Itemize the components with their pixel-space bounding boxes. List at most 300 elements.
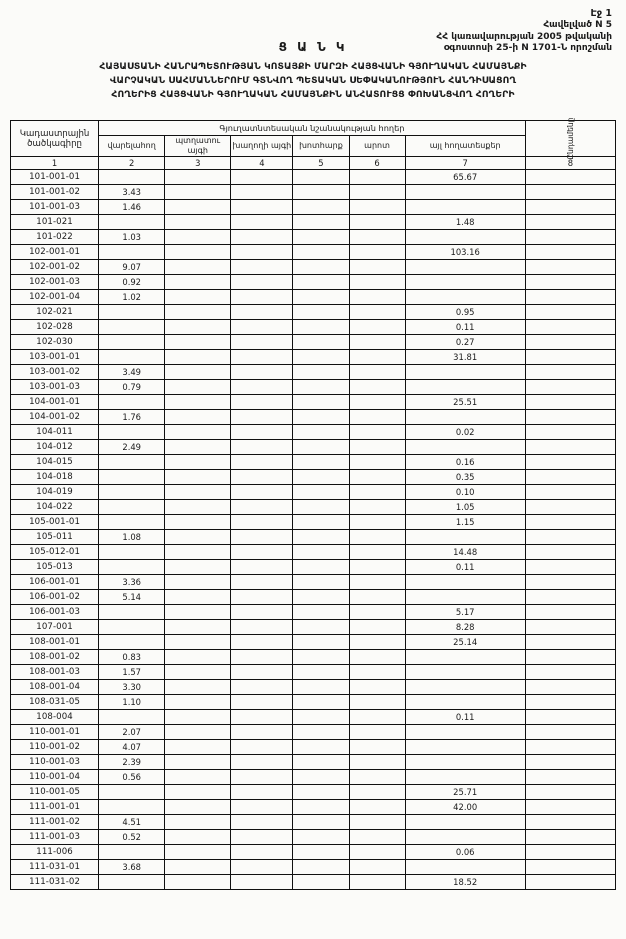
column-header-arable: վարելահող — [99, 136, 165, 157]
row-code: 101-001-03 — [11, 200, 99, 215]
table-row — [11, 200, 616, 215]
row-total — [525, 410, 615, 425]
row-orchard — [165, 590, 231, 605]
row-total — [525, 620, 615, 635]
row-code: 111-031-01 — [11, 860, 99, 875]
row-vineyard — [231, 785, 293, 800]
row-total — [525, 530, 615, 545]
row-hayfield — [293, 290, 349, 305]
row-hayfield — [293, 605, 349, 620]
row-other — [405, 200, 525, 215]
row-other: 0.11 — [405, 320, 525, 335]
row-orchard — [165, 845, 231, 860]
row-vineyard — [231, 260, 293, 275]
row-pasture — [349, 530, 405, 545]
row-pasture — [349, 680, 405, 695]
row-pasture — [349, 515, 405, 530]
row-total — [525, 860, 615, 875]
row-hayfield — [293, 680, 349, 695]
row-total — [525, 845, 615, 860]
column-header-vineyard: խաղողի այգի — [231, 136, 293, 157]
table-row — [11, 185, 616, 200]
table-row — [11, 875, 616, 890]
row-orchard — [165, 170, 231, 185]
row-vineyard — [231, 365, 293, 380]
row-code: 104-022 — [11, 500, 99, 515]
row-code: 111-001-02 — [11, 815, 99, 830]
row-hayfield — [293, 590, 349, 605]
row-hayfield — [293, 305, 349, 320]
row-vineyard — [231, 455, 293, 470]
row-orchard — [165, 350, 231, 365]
row-vineyard — [231, 800, 293, 815]
row-pasture — [349, 500, 405, 515]
row-other — [405, 440, 525, 455]
row-total — [525, 335, 615, 350]
row-code: 108-001-02 — [11, 650, 99, 665]
row-orchard — [165, 320, 231, 335]
row-code: 102-001-02 — [11, 260, 99, 275]
row-orchard — [165, 470, 231, 485]
approval-line-2: ՀՀ կառավարության 2005 թվականի — [436, 31, 612, 42]
row-code: 104-001-01 — [11, 395, 99, 410]
row-arable: 1.46 — [99, 200, 165, 215]
row-other — [405, 590, 525, 605]
table-row — [11, 335, 616, 350]
row-code: 104-011 — [11, 425, 99, 440]
table-row — [11, 530, 616, 545]
table-head — [11, 117, 616, 170]
row-pasture — [349, 350, 405, 365]
row-arable: 1.57 — [99, 665, 165, 680]
row-vineyard — [231, 245, 293, 260]
table-row — [11, 425, 616, 440]
row-orchard — [165, 605, 231, 620]
row-total — [525, 680, 615, 695]
row-vineyard — [231, 215, 293, 230]
row-total — [525, 725, 615, 740]
row-arable — [99, 605, 165, 620]
row-orchard — [165, 410, 231, 425]
table-row — [11, 770, 616, 785]
row-arable: 0.52 — [99, 830, 165, 845]
table-row — [11, 665, 616, 680]
row-code: 104-019 — [11, 485, 99, 500]
row-other — [405, 185, 525, 200]
row-vineyard — [231, 830, 293, 845]
row-code: 108-001-03 — [11, 665, 99, 680]
row-other — [405, 665, 525, 680]
column-group-agricultural: Գյուղատնտեսական նշանակության հողեր — [99, 121, 526, 136]
row-code: 101-021 — [11, 215, 99, 230]
row-hayfield — [293, 710, 349, 725]
table-row — [11, 290, 616, 305]
row-other — [405, 530, 525, 545]
row-vineyard — [231, 530, 293, 545]
row-pasture — [349, 665, 405, 680]
row-orchard — [165, 560, 231, 575]
row-arable: 2.07 — [99, 725, 165, 740]
row-arable: 1.76 — [99, 410, 165, 425]
row-pasture — [349, 785, 405, 800]
approval-line-1: Հավելված N 5 — [543, 20, 612, 30]
row-total — [525, 470, 615, 485]
row-orchard — [165, 770, 231, 785]
page-title: Ց Ա Ն Կ — [278, 40, 348, 54]
column-header-orchard: պտղատու այգի — [165, 136, 231, 157]
row-arable — [99, 335, 165, 350]
row-orchard — [165, 740, 231, 755]
row-hayfield — [293, 335, 349, 350]
table-body — [11, 170, 616, 890]
row-code: 108-001-01 — [11, 635, 99, 650]
row-arable — [99, 350, 165, 365]
row-total — [525, 260, 615, 275]
row-other — [405, 815, 525, 830]
row-code: 102-028 — [11, 320, 99, 335]
row-hayfield — [293, 620, 349, 635]
row-vineyard — [231, 635, 293, 650]
row-vineyard — [231, 305, 293, 320]
document-subtitle — [10, 60, 616, 102]
row-arable: 5.14 — [99, 590, 165, 605]
row-vineyard — [231, 350, 293, 365]
row-vineyard — [231, 230, 293, 245]
row-orchard — [165, 260, 231, 275]
row-code: 101-001-01 — [11, 170, 99, 185]
table-row — [11, 815, 616, 830]
row-code: 110-001-05 — [11, 785, 99, 800]
column-header-pasture: արոտ — [349, 136, 405, 157]
row-other: 8.28 — [405, 620, 525, 635]
row-arable: 3.43 — [99, 185, 165, 200]
row-vineyard — [231, 650, 293, 665]
row-hayfield — [293, 575, 349, 590]
row-orchard — [165, 380, 231, 395]
row-other — [405, 755, 525, 770]
row-pasture — [349, 575, 405, 590]
row-orchard — [165, 215, 231, 230]
row-other — [405, 740, 525, 755]
row-total — [525, 515, 615, 530]
row-vineyard — [231, 560, 293, 575]
row-total — [525, 485, 615, 500]
row-other — [405, 290, 525, 305]
row-arable: 1.08 — [99, 530, 165, 545]
row-hayfield — [293, 755, 349, 770]
row-code: 107-001 — [11, 620, 99, 635]
row-vineyard — [231, 380, 293, 395]
row-code: 104-001-02 — [11, 410, 99, 425]
row-total — [525, 740, 615, 755]
row-vineyard — [231, 725, 293, 740]
row-vineyard — [231, 485, 293, 500]
row-code: 102-001-03 — [11, 275, 99, 290]
row-other: 1.15 — [405, 515, 525, 530]
row-orchard — [165, 440, 231, 455]
column-number-2: 2 — [99, 157, 165, 170]
row-pasture — [349, 290, 405, 305]
table-row — [11, 500, 616, 515]
row-pasture — [349, 725, 405, 740]
row-vineyard — [231, 680, 293, 695]
row-arable: 0.83 — [99, 650, 165, 665]
table-row — [11, 800, 616, 815]
row-pasture — [349, 860, 405, 875]
row-total — [525, 635, 615, 650]
row-other: 0.11 — [405, 710, 525, 725]
row-other — [405, 260, 525, 275]
row-hayfield — [293, 560, 349, 575]
table-row — [11, 395, 616, 410]
row-orchard — [165, 395, 231, 410]
row-code: 102-030 — [11, 335, 99, 350]
row-other — [405, 230, 525, 245]
row-code: 106-001-01 — [11, 575, 99, 590]
row-vineyard — [231, 740, 293, 755]
row-total — [525, 230, 615, 245]
row-pasture — [349, 335, 405, 350]
row-arable — [99, 560, 165, 575]
row-code: 102-001-04 — [11, 290, 99, 305]
row-arable — [99, 215, 165, 230]
row-hayfield — [293, 350, 349, 365]
row-other — [405, 410, 525, 425]
row-hayfield — [293, 770, 349, 785]
row-orchard — [165, 650, 231, 665]
row-other: 14.48 — [405, 545, 525, 560]
row-arable: 1.02 — [99, 290, 165, 305]
row-total — [525, 815, 615, 830]
row-vineyard — [231, 170, 293, 185]
row-code: 105-013 — [11, 560, 99, 575]
table-row — [11, 275, 616, 290]
row-pasture — [349, 215, 405, 230]
row-pasture — [349, 440, 405, 455]
subtitle-line-3: ՀՈՂԵՐԻՑ ՀԱՅՑՎԱՆԻ ԳՅՈՒՂԱԿԱՆ ՀԱՄԱՅՆՔԻՆ ԱՆՀԱՏՈՒՑՑ ՓՈԽԱՆՑՎՈՂ ՀՈՂԵՐԻ — [111, 89, 515, 100]
row-orchard — [165, 545, 231, 560]
row-orchard — [165, 290, 231, 305]
row-code: 108-004 — [11, 710, 99, 725]
row-hayfield — [293, 170, 349, 185]
row-vineyard — [231, 710, 293, 725]
column-header-total: Ընդամենը — [525, 121, 615, 157]
column-header-hayfield: խոտհարք — [293, 136, 349, 157]
row-hayfield — [293, 845, 349, 860]
row-arable: 1.10 — [99, 695, 165, 710]
row-vineyard — [231, 695, 293, 710]
row-code: 104-012 — [11, 440, 99, 455]
row-hayfield — [293, 425, 349, 440]
table-row — [11, 365, 616, 380]
row-other: 42.00 — [405, 800, 525, 815]
row-pasture — [349, 650, 405, 665]
row-pasture — [349, 830, 405, 845]
row-pasture — [349, 245, 405, 260]
table-row — [11, 245, 616, 260]
table-row — [11, 590, 616, 605]
row-total — [525, 350, 615, 365]
row-hayfield — [293, 455, 349, 470]
row-orchard — [165, 200, 231, 215]
row-orchard — [165, 620, 231, 635]
row-orchard — [165, 455, 231, 470]
row-hayfield — [293, 650, 349, 665]
table-row — [11, 845, 616, 860]
row-code: 106-001-03 — [11, 605, 99, 620]
row-code: 105-012-01 — [11, 545, 99, 560]
row-total — [525, 770, 615, 785]
row-total — [525, 560, 615, 575]
row-hayfield — [293, 200, 349, 215]
row-vineyard — [231, 500, 293, 515]
row-arable — [99, 845, 165, 860]
row-code: 105-001-01 — [11, 515, 99, 530]
row-hayfield — [293, 740, 349, 755]
table-row — [11, 725, 616, 740]
row-hayfield — [293, 485, 349, 500]
row-hayfield — [293, 695, 349, 710]
row-other: 0.27 — [405, 335, 525, 350]
row-total — [525, 425, 615, 440]
row-orchard — [165, 485, 231, 500]
table-row — [11, 575, 616, 590]
row-total — [525, 185, 615, 200]
row-arable — [99, 245, 165, 260]
row-hayfield — [293, 815, 349, 830]
row-total — [525, 440, 615, 455]
row-other — [405, 770, 525, 785]
page-number: Էջ 1 — [590, 8, 612, 19]
row-other: 0.06 — [405, 845, 525, 860]
table-row — [11, 830, 616, 845]
row-other: 0.02 — [405, 425, 525, 440]
row-hayfield — [293, 500, 349, 515]
row-total — [525, 650, 615, 665]
row-total — [525, 710, 615, 725]
table-row — [11, 380, 616, 395]
row-pasture — [349, 560, 405, 575]
row-total — [525, 830, 615, 845]
row-pasture — [349, 635, 405, 650]
row-pasture — [349, 770, 405, 785]
row-arable — [99, 170, 165, 185]
row-total — [525, 305, 615, 320]
row-orchard — [165, 860, 231, 875]
row-orchard — [165, 695, 231, 710]
row-total — [525, 695, 615, 710]
row-hayfield — [293, 830, 349, 845]
row-vineyard — [231, 620, 293, 635]
row-arable: 2.39 — [99, 755, 165, 770]
row-total — [525, 380, 615, 395]
row-pasture — [349, 425, 405, 440]
row-code: 103-001-02 — [11, 365, 99, 380]
table-row — [11, 620, 616, 635]
row-hayfield — [293, 245, 349, 260]
row-hayfield — [293, 875, 349, 890]
table-row — [11, 650, 616, 665]
row-pasture — [349, 710, 405, 725]
row-pasture — [349, 755, 405, 770]
row-code: 101-022 — [11, 230, 99, 245]
row-pasture — [349, 470, 405, 485]
row-other: 1.05 — [405, 500, 525, 515]
row-hayfield — [293, 665, 349, 680]
row-orchard — [165, 185, 231, 200]
row-vineyard — [231, 275, 293, 290]
row-pasture — [349, 845, 405, 860]
row-other: 5.17 — [405, 605, 525, 620]
table-row — [11, 860, 616, 875]
table-row — [11, 440, 616, 455]
row-arable: 1.03 — [99, 230, 165, 245]
row-vineyard — [231, 410, 293, 425]
row-hayfield — [293, 410, 349, 425]
row-total — [525, 605, 615, 620]
row-arable: 3.36 — [99, 575, 165, 590]
subtitle-line-1: ՀԱՅԱՍՏԱՆԻ ՀԱՆՐԱՊԵՏՈՒԹՅԱՆ ԿՈՏԱՅՔԻ ՄԱՐԶԻ ՀԱՅՑՎԱՆԻ ԳՅՈՒՂԱԿԱՆ ՀԱՄԱՅՆՔԻ — [99, 61, 527, 72]
row-code: 106-001-02 — [11, 590, 99, 605]
row-other: 25.51 — [405, 395, 525, 410]
row-orchard — [165, 680, 231, 695]
row-code: 110-001-01 — [11, 725, 99, 740]
table-row — [11, 755, 616, 770]
row-other: 31.81 — [405, 350, 525, 365]
row-orchard — [165, 815, 231, 830]
row-hayfield — [293, 800, 349, 815]
table-row — [11, 410, 616, 425]
row-other — [405, 860, 525, 875]
row-vineyard — [231, 665, 293, 680]
table-row — [11, 305, 616, 320]
row-vineyard — [231, 575, 293, 590]
row-arable: 2.49 — [99, 440, 165, 455]
row-arable — [99, 425, 165, 440]
row-hayfield — [293, 215, 349, 230]
table-row — [11, 455, 616, 470]
row-arable — [99, 455, 165, 470]
row-orchard — [165, 335, 231, 350]
row-code: 105-011 — [11, 530, 99, 545]
row-arable — [99, 800, 165, 815]
table-row — [11, 785, 616, 800]
row-arable — [99, 545, 165, 560]
row-vineyard — [231, 875, 293, 890]
table-row — [11, 740, 616, 755]
column-header-other: այլ հողատեսքեր — [405, 136, 525, 157]
table-row — [11, 545, 616, 560]
row-total — [525, 365, 615, 380]
row-vineyard — [231, 605, 293, 620]
row-total — [525, 215, 615, 230]
row-orchard — [165, 710, 231, 725]
row-orchard — [165, 425, 231, 440]
row-orchard — [165, 800, 231, 815]
row-pasture — [349, 800, 405, 815]
table-column-number-row — [11, 157, 616, 170]
row-hayfield — [293, 725, 349, 740]
row-code: 111-006 — [11, 845, 99, 860]
row-hayfield — [293, 260, 349, 275]
row-total — [525, 395, 615, 410]
row-other — [405, 575, 525, 590]
row-vineyard — [231, 470, 293, 485]
row-arable — [99, 875, 165, 890]
row-other: 65.67 — [405, 170, 525, 185]
row-hayfield — [293, 395, 349, 410]
row-code: 102-001-01 — [11, 245, 99, 260]
